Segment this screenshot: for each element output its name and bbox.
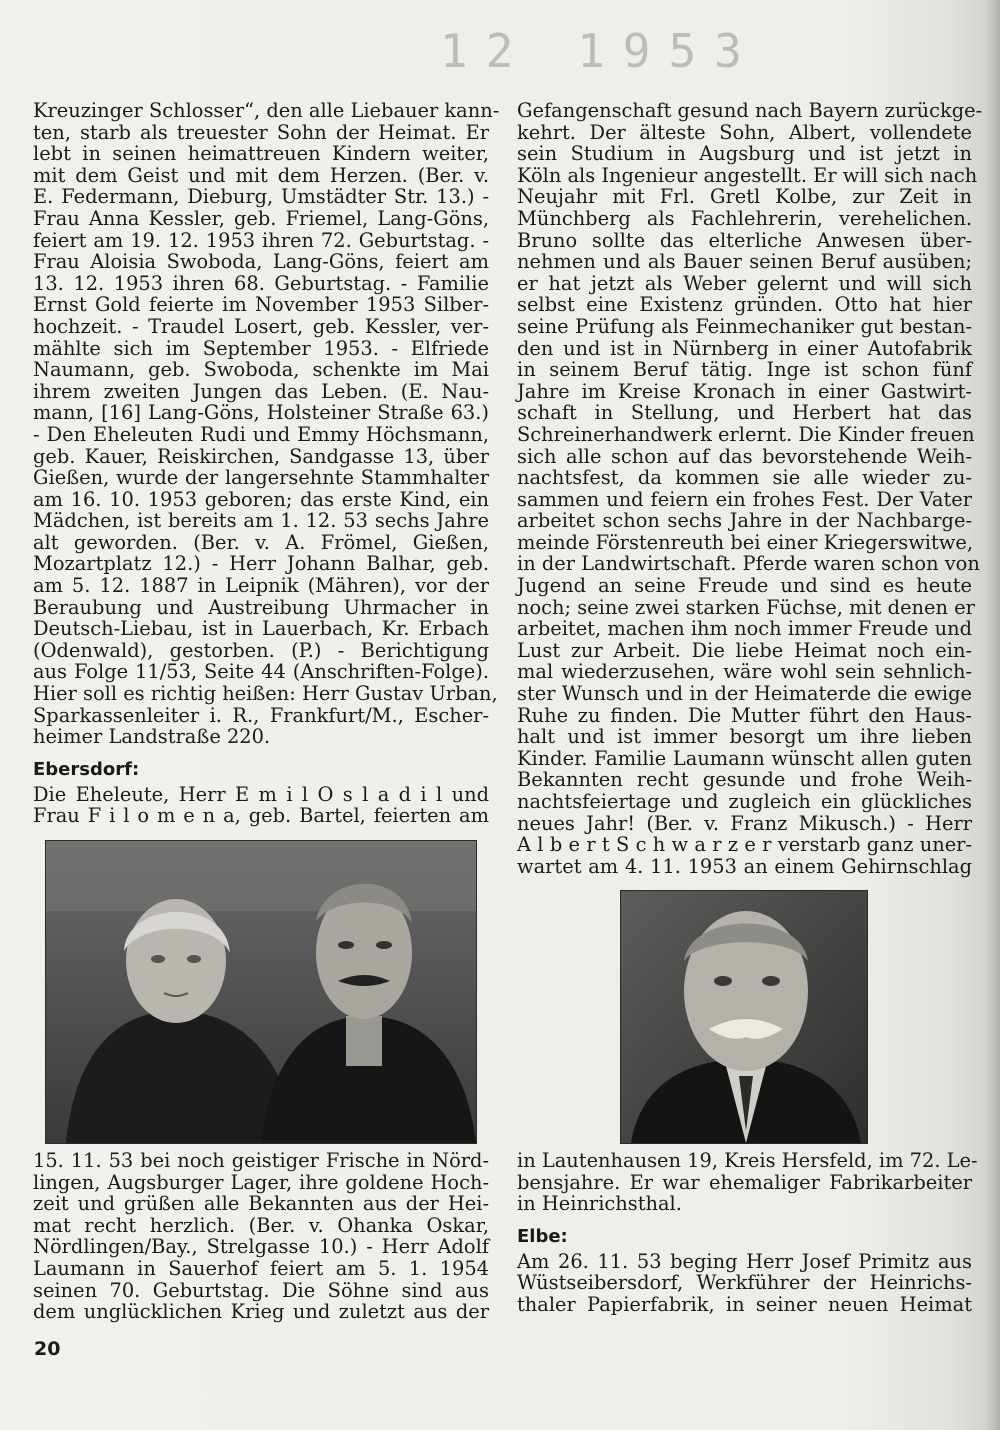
text-line: Münchberg als Fachlehrerin, verehelichen. bbox=[517, 206, 972, 230]
text-line: in der Landwirtschaft. Pferde waren schon von bbox=[517, 552, 980, 576]
date-stamp: 12 1953 bbox=[440, 24, 760, 78]
text-line: mit dem Geist und mit dem Herzen. (Ber. v. bbox=[33, 163, 489, 187]
text-line: nehmen und als Bauer seinen Beruf ausüben; bbox=[517, 250, 972, 274]
text-line: Jahre im Kreise Kronach in einer Gastwirt- bbox=[517, 379, 972, 403]
text-line: 15. 11. 53 bei noch geistiger Frische in Nörd- bbox=[33, 1149, 489, 1172]
text-line: 13. 12. 1953 ihren 68. Geburtstag. - Familie bbox=[33, 271, 489, 295]
text-line: zeit und grüßen alle Bekannten aus der Hei- bbox=[33, 1192, 489, 1216]
right-column bbox=[517, 99, 983, 878]
text-line: den und ist in Nürnberg in einer Autofabrik bbox=[517, 336, 972, 360]
page-number: 20 bbox=[34, 1338, 61, 1360]
text-line: hochzeit. - Traudel Losert, geb. Kessler, ver- bbox=[33, 314, 489, 338]
portrait-photo-image bbox=[621, 891, 867, 1143]
right-text-block-2 bbox=[517, 1149, 978, 1216]
text-line: ster Wunsch und in der Heimaterde die ewige bbox=[517, 682, 972, 706]
text-line: schaft in Stellung, und Herbert hat das bbox=[517, 401, 972, 425]
text-line: sein Studium in Augsburg und ist jetzt in bbox=[517, 142, 972, 166]
heading-elbe: Elbe: bbox=[517, 1225, 568, 1247]
text-line: sich alle schon auf das bevorstehende Weih- bbox=[517, 444, 972, 468]
text-line: wartet am 4. 11. 1953 an einem Gehirnschlag bbox=[517, 854, 972, 878]
text-line: Frau Anna Kessler, geb. Friemel, Lang-Göns, bbox=[33, 206, 489, 230]
text-line: Nördlingen/Bay., Strelgasse 10.) - Herr Adolf bbox=[33, 1235, 489, 1259]
text-line: arbeitet schon sechs Jahre in der Nachbarge- bbox=[517, 509, 972, 533]
text-line: Deutsch-Liebau, ist in Lauerbach, Kr. Erbach bbox=[33, 617, 489, 641]
text-line: A l b e r t S c h w a r z e r verstarb ganz uner- bbox=[517, 833, 972, 857]
couple-photo-image bbox=[46, 841, 476, 1143]
text-line: Schreinerhandwerk erlernt. Die Kinder freuen bbox=[517, 422, 975, 446]
text-line: heimer Landstraße 220. bbox=[33, 725, 271, 749]
text-line: kehrt. Der älteste Sohn, Albert, vollendete bbox=[517, 120, 972, 144]
text-line: in Lautenhausen 19, Kreis Hersfeld, im 72. Le- bbox=[517, 1149, 978, 1172]
text-line: halt und ist immer besorgt um ihre lieben bbox=[517, 725, 972, 749]
left-text-block-2 bbox=[33, 784, 489, 827]
left-column bbox=[33, 99, 500, 828]
right-text-block-1 bbox=[517, 99, 983, 878]
binding-shadow bbox=[986, 0, 1000, 1430]
text-line: Beraubung und Austreibung Uhrmacher in bbox=[33, 595, 489, 619]
text-line: ten, starb als treuester Sohn der Heimat. Er bbox=[33, 120, 489, 144]
text-line: bensjahre. Er war ehemaliger Fabrikarbeiter bbox=[517, 1170, 972, 1194]
text-line: mat recht herzlich. (Ber. v. Ohanka Oskar, bbox=[33, 1213, 489, 1237]
text-line: Neujahr mit Frl. Gretl Kolbe, zur Zeit in bbox=[517, 185, 972, 209]
text-line: Ernst Gold feierte im November 1953 Silber- bbox=[33, 293, 489, 317]
text-line: Lust zur Arbeit. Die liebe Heimat noch ein- bbox=[517, 638, 972, 662]
text-line: thaler Papierfabrik, in seiner neuen Heimat bbox=[517, 1292, 972, 1316]
text-line: Laumann in Sauerhof feiert am 5. 1. 1954 bbox=[33, 1256, 489, 1280]
text-line: Gefangenschaft gesund nach Bayern zurückge- bbox=[517, 99, 983, 122]
text-line: feiert am 19. 12. 1953 ihren 72. Geburtstag. - bbox=[33, 228, 489, 252]
text-line: Kinder. Familie Laumann wünscht allen guten bbox=[517, 746, 972, 770]
left-text-block-1 bbox=[33, 99, 500, 749]
text-line: in Heinrichsthal. bbox=[517, 1192, 682, 1216]
text-line: lebt in seinen heimattreuen Kindern weiter, bbox=[33, 142, 489, 166]
text-line: Sparkassenleiter i. R., Frankfurt/M., Escher- bbox=[33, 703, 489, 727]
text-line: aus Folge 11/53, Seite 44 (Anschriften-Folge). bbox=[33, 660, 489, 684]
text-line: (Odenwald), gestorben. (P.) - Berichtigung bbox=[33, 638, 489, 662]
text-line: Mädchen, ist bereits am 1. 12. 53 sechs Jahre bbox=[33, 509, 489, 533]
photo-couple bbox=[45, 840, 477, 1144]
text-line: Bekannten recht gesunde und frohe Weih- bbox=[517, 768, 972, 792]
right-text-block-3 bbox=[517, 1251, 972, 1316]
text-line: - Den Eheleuten Rudi und Emmy Höchsmann, bbox=[33, 422, 489, 446]
text-line: nachtsfeiertage und zugleich ein glückliches bbox=[517, 790, 972, 813]
text-line: Wüstseibersdorf, Werkführer der Heinrichs- bbox=[517, 1271, 972, 1295]
heading-ebersdorf: Ebersdorf: bbox=[33, 758, 140, 780]
text-line: Jugend an seine Freude und sind es heute bbox=[517, 574, 972, 598]
text-line: meinde Förstenreuth bei einer Kriegerswitwe, bbox=[517, 530, 974, 554]
text-line: Gießen, wurde der langersehnte Stammhalter bbox=[33, 466, 489, 490]
text-line: selbst eine Existenz gründen. Otto hat hier bbox=[517, 293, 972, 317]
text-line: Frau Aloisia Swoboda, Lang-Göns, feiert am bbox=[33, 250, 489, 274]
text-line: sammen und feiern ein frohes Fest. Der Vater bbox=[517, 487, 972, 511]
text-line: Die Eheleute, Herr E m i l O s l a d i l und bbox=[33, 782, 489, 806]
left-text-block-3 bbox=[33, 1150, 489, 1323]
text-line: geb. Kauer, Reiskirchen, Sandgasse 13, über bbox=[33, 444, 489, 468]
text-line: Kreuzinger Schlosser“, den alle Liebauer kann- bbox=[33, 99, 500, 122]
text-line: E. Federmann, Dieburg, Umstädter Str. 13.) - bbox=[33, 185, 489, 209]
text-line: am 5. 12. 1887 in Leipnik (Mähren), vor der bbox=[33, 574, 489, 598]
text-line: Am 26. 11. 53 beging Herr Josef Primitz aus bbox=[517, 1249, 972, 1273]
text-line: Naumann, geb. Swoboda, schenkte im Mai bbox=[33, 358, 489, 382]
text-line: Mozartplatz 12.) - Herr Johann Balhar, geb. bbox=[33, 552, 489, 576]
text-line: dem unglücklichen Krieg und zuletzt aus der bbox=[33, 1300, 489, 1324]
text-line: noch; seine zwei starken Füchse, mit denen er bbox=[517, 595, 975, 619]
left-column-lower bbox=[33, 1150, 489, 1323]
text-line: Hier soll es richtig heißen: Herr Gustav Urban, bbox=[33, 682, 498, 706]
text-line: Köln als Ingenieur angestellt. Er will sich nach bbox=[517, 163, 978, 187]
photo-albert-schwarzer bbox=[620, 890, 868, 1144]
text-line: lingen, Augsburger Lager, ihre goldene Hoch- bbox=[33, 1170, 489, 1194]
text-line: seinen 70. Geburtstag. Die Söhne sind aus bbox=[33, 1278, 489, 1302]
text-line: Bruno sollte das elterliche Anwesen über- bbox=[517, 228, 972, 252]
text-line: ihrem zweiten Jungen das Leben. (E. Nau- bbox=[33, 379, 489, 403]
text-line: in seinem Beruf tätig. Inge ist schon fünf bbox=[517, 358, 972, 382]
text-line: seine Prüfung als Feinmechaniker gut bestan- bbox=[517, 314, 972, 338]
text-line: Frau F i l o m e n a, geb. Bartel, feierten am bbox=[33, 804, 489, 828]
text-line: nachtsfest, da kommen sie alle wieder zu- bbox=[517, 466, 972, 490]
text-line: Ruhe zu finden. Die Mutter führt den Haus- bbox=[517, 703, 972, 727]
right-column-lower bbox=[517, 1149, 978, 1316]
text-line: mählte sich im September 1953. - Elfriede bbox=[33, 336, 489, 360]
text-line: arbeitet, machen ihm noch immer Freude und bbox=[517, 617, 972, 641]
text-line: er hat jetzt als Weber gelernt und will sich bbox=[517, 271, 972, 295]
text-line: am 16. 10. 1953 geboren; das erste Kind, ein bbox=[33, 487, 489, 511]
text-line: mann, [16] Lang-Göns, Holsteiner Straße 63.) bbox=[33, 401, 489, 425]
text-line: mal wiederzusehen, wäre wohl sein sehnlich- bbox=[517, 660, 972, 684]
text-line: neues Jahr! (Ber. v. Franz Mikusch.) - Herr bbox=[517, 811, 972, 835]
text-line: alt geworden. (Ber. v. A. Frömel, Gießen, bbox=[33, 530, 489, 554]
